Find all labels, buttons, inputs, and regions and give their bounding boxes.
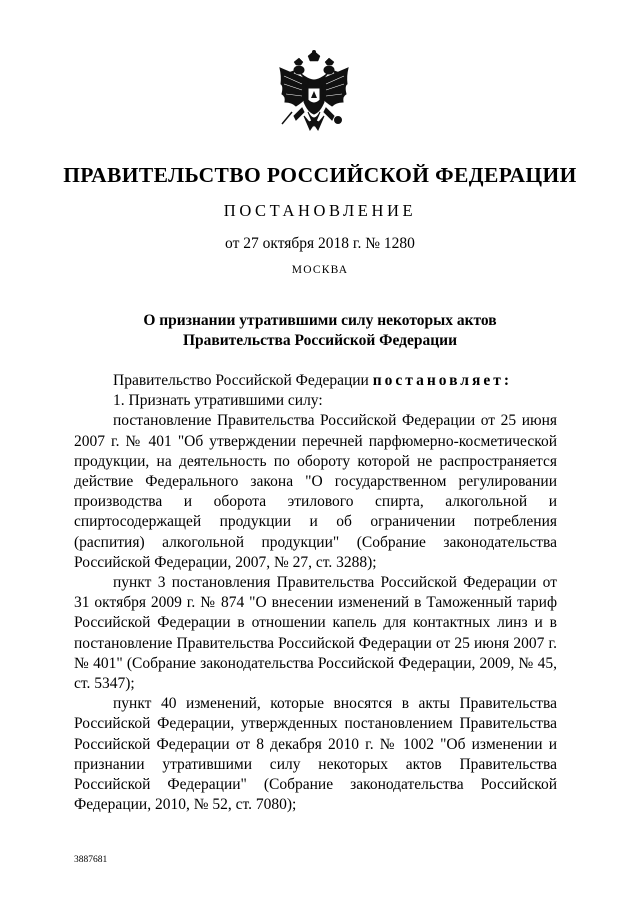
city-label: МОСКВА <box>291 264 349 276</box>
paragraph-decree-401: постановление Правительства Российской Федерации от 25 июня 2007 г. № 401 "Об утверждении перечней парфюмерно-косметической продукции, на деятельность по обороту которой не распространяется действие Федерального закона "О государственном регулировании производства и оборота этилового спирта, алкогольной и спиртосодержащей продукции и об ограничении потребления (распития) алкогольной продукции" (Собрание законодательства Российской Федерации, 2007, № 27, ст. 3288); <box>74 412 557 571</box>
paragraph-decree-874: пункт 3 постановления Правительства Российской Федерации от 31 октября 2009 г. № 874 "О внесении изменений в Таможенный тариф Российской Федерации в отношении капель для контактных линз и в постановление Правительства Российской Федерации от 25 июня 2007 г. № 401" (Собрание законодательства Российской Федерации, 2009, № 45, ст. 5347); <box>74 574 557 693</box>
coat-of-arms-icon <box>272 50 356 140</box>
item-1-heading: 1. Признать утратившими силу: <box>113 392 323 410</box>
resolves-word: постановляет: <box>372 372 513 389</box>
title-line-2: Правительства Российской Федерации <box>182 332 458 349</box>
intro-text: Правительство Российской Федерации <box>113 372 373 389</box>
date-and-number: от 27 октября 2018 г. № 1280 <box>225 235 415 252</box>
document-body <box>74 371 557 815</box>
document-number-footer: 3887681 <box>74 855 108 865</box>
government-heading: ПРАВИТЕЛЬСТВО РОССИЙСКОЙ ФЕДЕРАЦИИ <box>63 163 577 187</box>
paragraph-decree-1002: пункт 40 изменений, которые вносятся в акты Правительства Российской Федерации, утвержденных постановлением Правительства Российской Федерации от 8 декабря 2010 г. № 1002 "Об изменении и признании утратившими силу некоторых актов Правительства Российской Федерации" (Собрание законодательства Российской Федерации, 2010, № 52, ст. 7080); <box>74 695 557 814</box>
document-type: ПОСТАНОВЛЕНИЕ <box>223 201 417 220</box>
document-title <box>100 311 540 351</box>
title-line-1: О признании утратившими силу некоторых актов <box>143 312 497 329</box>
intro-paragraph <box>74 371 557 391</box>
